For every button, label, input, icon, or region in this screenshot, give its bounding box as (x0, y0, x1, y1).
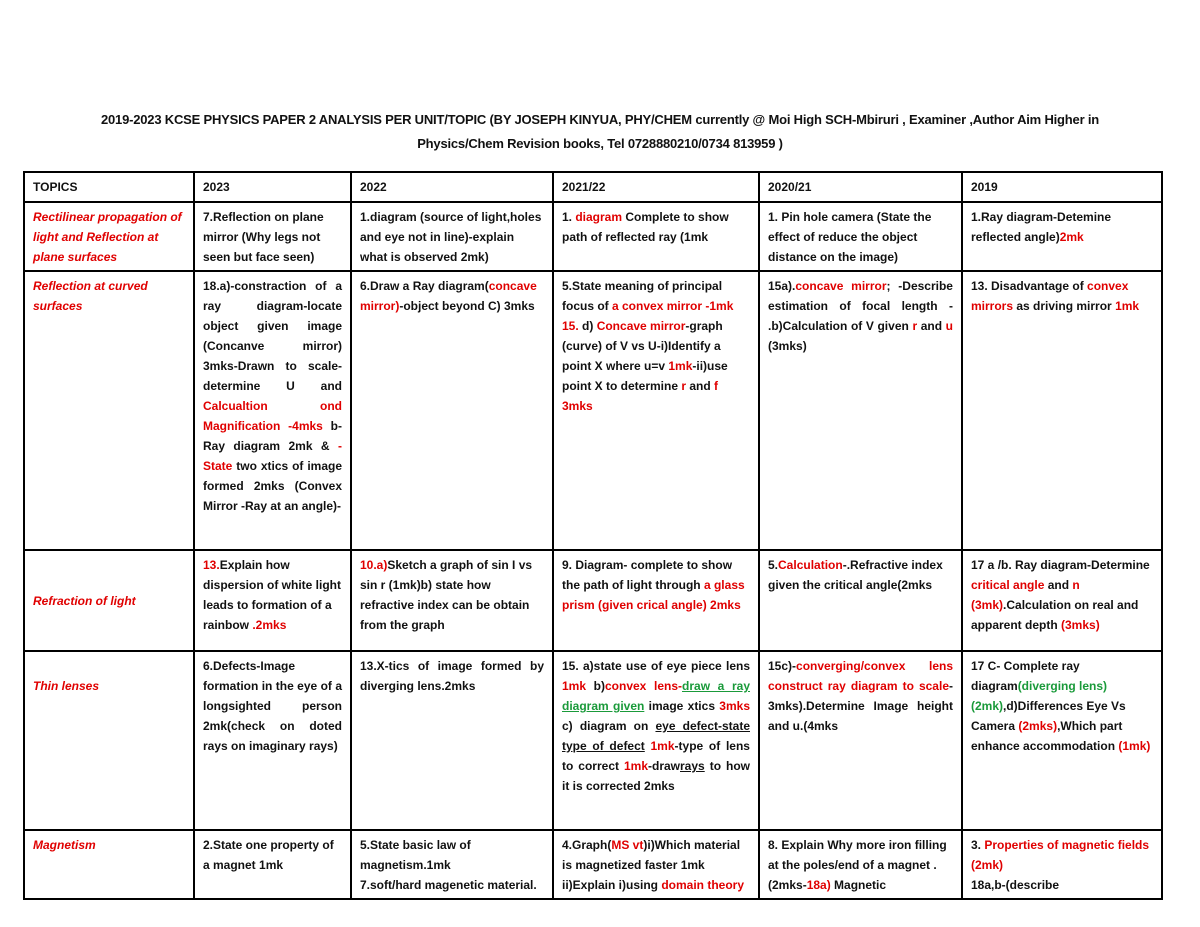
cell-2022: 5.State basic law of magnetism.1mk 7.soft/hard magenetic material. (351, 830, 553, 899)
cell-2022: 10.a)Sketch a graph of sin I vs sin r (1mk)b) state how refractive index can be obtain from the graph (351, 550, 553, 651)
header-row (24, 172, 1162, 202)
cell-2019: 13. Disadvantage of convex mirrors as driving mirror 1mk (962, 271, 1162, 550)
cell-2020-21: 15a).concave mirror; -Describe estimation of focal length - .b)Calculation of V given r and u (3mks) (759, 271, 962, 550)
cell-2021-22: 5.State meaning of principal focus of a convex mirror -1mk 15. d) Concave mirror-graph (curve) of V vs U-i)Identify a point X where u=v 1mk-ii)use point X to determine r and f 3mks (553, 271, 759, 550)
cell-2022: 1.diagram (source of light,holes and eye not in line)-explain what is observed 2mk) (351, 202, 553, 271)
cell-2022: 13.X-tics of image formed by diverging lens.2mks (351, 651, 553, 830)
cell-2021-22: 4.Graph(MS vt)i)Which material is magnetized faster 1mk ii)Explain i)using domain theory (553, 830, 759, 899)
document-title (60, 108, 1140, 156)
cell-2019: 3. Properties of magnetic fields (2mk) 18a,b-(describe (962, 830, 1162, 899)
cell-2023: 18.a)-constraction of a ray diagram-locate object given image (Concanve mirror) 3mks-Drawn to scale- determine U and Calcualtion ond Magnification -4mks b-Ray diagram 2mk & -State two xtics of image formed 2mks (Convex Mirror -Ray at an angle)- (194, 271, 351, 550)
cell-2020-21: 5.Calculation-.Refractive index given the critical angle(2mks (759, 550, 962, 651)
title-line-1: 2019-2023 KCSE PHYSICS PAPER 2 ANALYSIS PER UNIT/TOPIC (BY JOSEPH KINYUA, PHY/CHEM currently @ Moi High SCH-Mbiruri , Examiner ,Author Aim Higher in (100, 112, 1099, 127)
header-2022: 2022 (351, 172, 553, 202)
cell-2020-21: 15c)-converging/convex lens construct ray diagram to scale-3mks).Determine Image height and u.(4mks (759, 651, 962, 830)
cell-2023: 7.Reflection on plane mirror (Why legs not seen but face seen) (194, 202, 351, 271)
cell-2021-22: 15. a)state use of eye piece lens 1mk b)convex lens-draw a ray diagram given image xtics 3mks c) diagram on eye defect-state type of defect 1mk-type of lens to correct 1mk-drawrays to how it is corrected 2mks (553, 651, 759, 830)
topic-cell: Refraction of light (24, 550, 194, 651)
header-2019: 2019 (962, 172, 1162, 202)
header-2023: 2023 (194, 172, 351, 202)
header-2021-22: 2021/22 (553, 172, 759, 202)
topic-cell: Magnetism (24, 830, 194, 899)
table-row (24, 202, 1162, 271)
table-row (24, 651, 1162, 830)
topic-cell: Thin lenses (24, 651, 194, 830)
title-line-2: Physics/Chem Revision books, Tel 0728880210/0734 813959 ) (417, 136, 783, 151)
cell-2020-21: 1. Pin hole camera (State the effect of reduce the object distance on the image) (759, 202, 962, 271)
table-row (24, 550, 1162, 651)
analysis-table (23, 171, 1163, 900)
cell-2019: 17 a /b. Ray diagram-Determine critical angle and n (3mk).Calculation on real and apparent depth (3mks) (962, 550, 1162, 651)
header-topics: TOPICS (24, 172, 194, 202)
cell-2023: 13.Explain how dispersion of white light leads to formation of a rainbow .2mks (194, 550, 351, 651)
cell-2021-22: 9. Diagram- complete to show the path of light through a glass prism (given crical angle) 2mks (553, 550, 759, 651)
cell-2023: 2.State one property of a magnet 1mk (194, 830, 351, 899)
cell-2022: 6.Draw a Ray diagram(concave mirror)-object beyond C) 3mks (351, 271, 553, 550)
cell-2023: 6.Defects-Image formation in the eye of a longsighted person 2mk(check on doted rays on imaginary rays) (194, 651, 351, 830)
header-2020-21: 2020/21 (759, 172, 962, 202)
cell-2020-21: 8. Explain Why more iron filling at the poles/end of a magnet .(2mks-18a) Magnetic (759, 830, 962, 899)
cell-2019: 17 C- Complete ray diagram(diverging lens)(2mk),d)Differences Eye Vs Camera (2mks),Which part enhance accommodation (1mk) (962, 651, 1162, 830)
topic-cell: Rectilinear propagation of light and Reflection at plane surfaces (24, 202, 194, 271)
topic-cell: Reflection at curved surfaces (24, 271, 194, 550)
table-row (24, 271, 1162, 550)
cell-2021-22: 1. diagram Complete to show path of reflected ray (1mk (553, 202, 759, 271)
table-row (24, 830, 1162, 899)
cell-2019: 1.Ray diagram-Detemine reflected angle)2mk (962, 202, 1162, 271)
